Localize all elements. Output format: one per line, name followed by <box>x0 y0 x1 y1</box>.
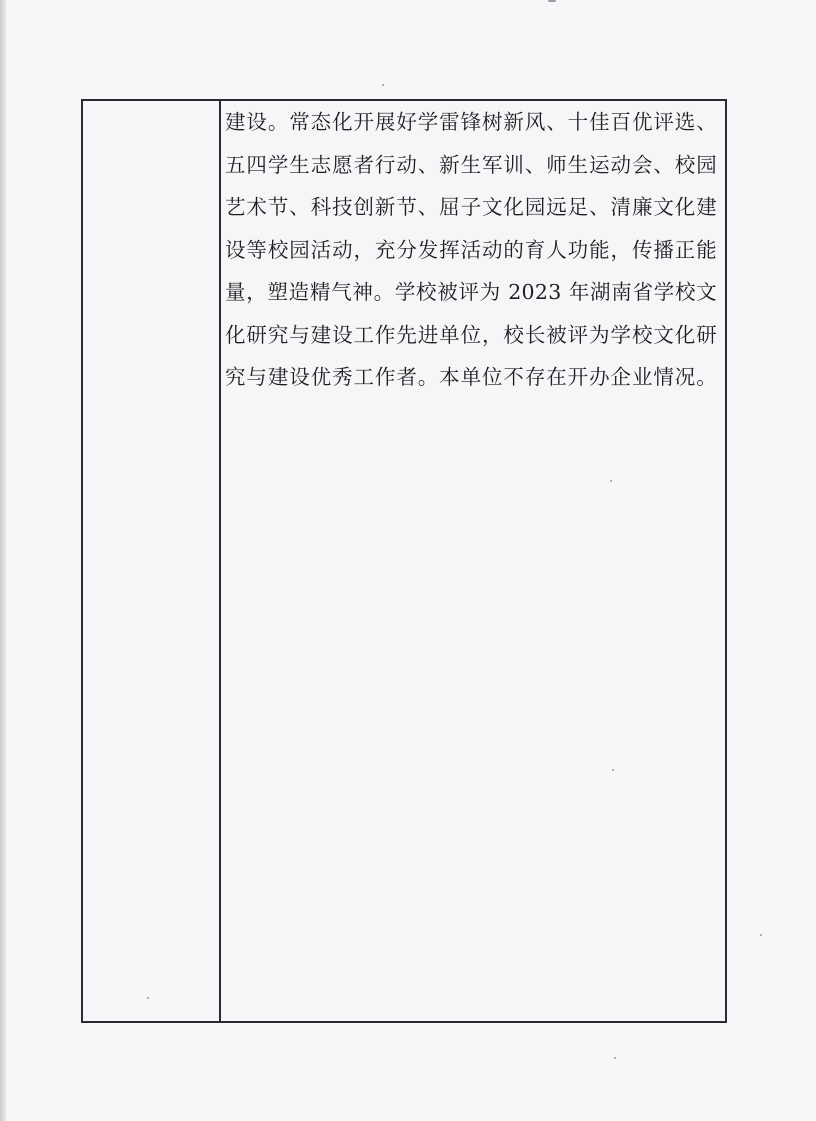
content-line: 量，塑造精气神。学校被评为 2023 年湖南省学校文 <box>225 280 717 304</box>
content-paragraph <box>225 101 717 399</box>
scan-speck <box>548 0 556 2</box>
content-line: 艺术节、科技创新节、屈子文化园远足、清廉文化建 <box>225 195 717 219</box>
label-cell <box>83 101 221 1021</box>
page-edge-shadow <box>0 0 6 1121</box>
content-line: 化研究与建设工作先进单位，校长被评为学校文化研 <box>225 322 717 347</box>
content-line: 究与建设优秀工作者。本单位不存在开办企业情况。 <box>225 365 717 389</box>
content-cell <box>221 101 725 1021</box>
scan-speck <box>760 934 762 936</box>
content-line: 建设。常态化开展好学雷锋树新风、十佳百优评选、 <box>225 110 717 134</box>
scan-speck <box>614 1057 616 1059</box>
content-line: 五四学生志愿者行动、新生军训、师生运动会、校园 <box>225 152 717 177</box>
content-line: 设等校园活动，充分发挥活动的育人功能，传播正能 <box>225 237 717 262</box>
form-table <box>81 99 727 1023</box>
scan-speck <box>382 84 384 86</box>
